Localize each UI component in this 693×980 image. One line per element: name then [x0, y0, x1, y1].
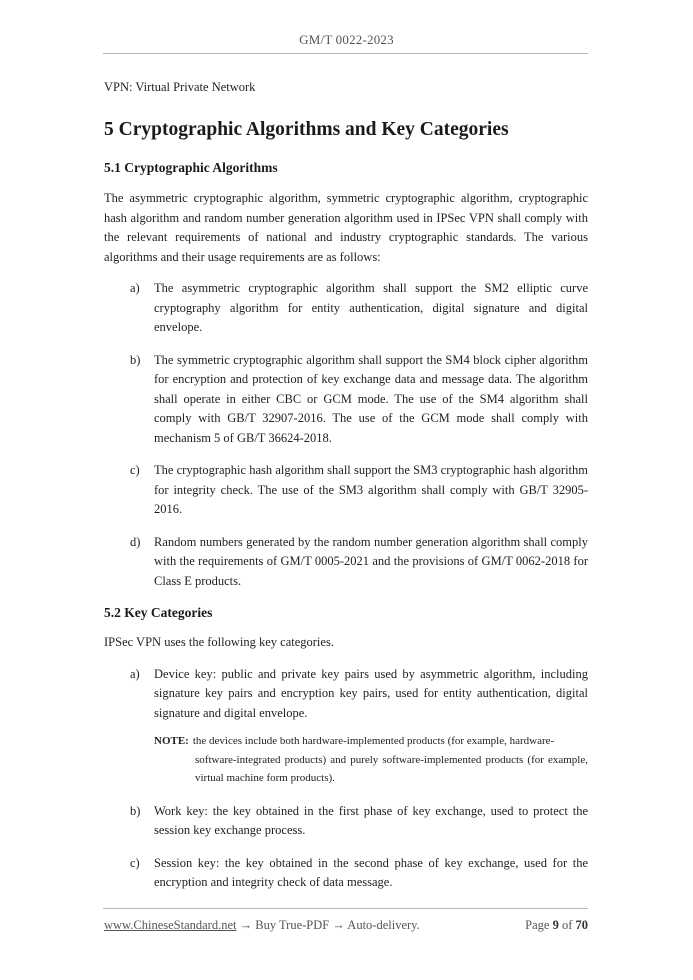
section-5-2-intro: IPSec VPN uses the following key categories.: [104, 635, 334, 649]
key-category-list: [104, 665, 588, 893]
note-text-first-line: the devices include both hardware-implemented products (for example, hardware-: [192, 735, 555, 747]
list-item-text: Session key: the key obtained in the second phase of key exchange, used for the encryption and integrity check of data message.: [154, 855, 588, 889]
algorithm-list: [104, 279, 588, 591]
list-marker: c): [130, 463, 140, 477]
footer-promo: [104, 918, 420, 933]
list-item-text: The asymmetric cryptographic algorithm shall support the SM2 elliptic curve cryptography algorithm for entity authentication, digital signature and digital envelope.: [154, 281, 588, 334]
list-item: [104, 533, 588, 592]
note-label: NOTE:: [154, 735, 189, 747]
list-marker: d): [130, 534, 141, 549]
list-item-text: The cryptographic hash algorithm shall support the SM3 cryptographic hash algorithm for integrity check. The use of the SM3 algorithm shall comply with GB/T 32905-2016.: [154, 463, 588, 516]
page-total: 70: [575, 918, 588, 932]
footer-divider: [103, 908, 588, 909]
list-item: [104, 279, 588, 338]
page-indicator: [525, 918, 588, 933]
list-item-text: Device key: public and private key pairs used by asymmetric algorithm, including signature key pairs and encryption key pairs, used for entity authentication, digital signature and digital envelope.: [154, 666, 588, 720]
chinesestandard-link[interactable]: www.ChineseStandard.net: [104, 918, 237, 932]
list-marker: b): [130, 352, 141, 367]
list-item-text: Work key: the key obtained in the first phase of key exchange, used to protect the session key exchange process.: [154, 803, 588, 837]
note-text-continuation: software-integrated products) and purely software-implemented products (for example, virtual machine form products).: [195, 753, 588, 784]
section-5-1-heading: 5.1 Cryptographic Algorithms: [104, 160, 278, 175]
list-marker: b): [130, 803, 141, 818]
section-5-1-intro: The asymmetric cryptographic algorithm, symmetric cryptographic algorithm, cryptographic hash algorithm and random number generation algorithm used in IPSec VPN shall comply with the relevant requirements of national and industry cryptographic standards. The various algorithms and their usage requirements are as follows:: [104, 191, 588, 264]
list-item-text: Random numbers generated by the random number generation algorithm shall comply with the requirements of GM/T 0005-2021 and the provisions of GM/T 0062-2018 for Class E products.: [154, 534, 588, 588]
page-footer: [104, 918, 588, 933]
section-5-heading: 5 Cryptographic Algorithms and Key Categories: [104, 119, 509, 140]
note-block: [154, 732, 588, 751]
list-marker: a): [130, 281, 140, 295]
list-item: [104, 665, 588, 724]
list-item: [104, 802, 588, 841]
header-divider: [103, 53, 588, 54]
list-item: [104, 854, 588, 893]
page-label: Page: [525, 918, 550, 932]
page-current: 9: [552, 918, 559, 932]
abbreviation-vpn: VPN: Virtual Private Network: [104, 80, 256, 94]
list-marker: a): [130, 666, 140, 681]
standard-code-header: GM/T 0022-2023: [299, 32, 394, 47]
footer-tagline: → Buy True-PDF → Auto-delivery.: [236, 918, 420, 932]
list-item: [104, 461, 588, 520]
section-5-2-heading: 5.2 Key Categories: [104, 605, 213, 620]
list-item: [104, 351, 588, 449]
page-content: [104, 78, 588, 893]
list-item-text: The symmetric cryptographic algorithm shall support the SM4 block cipher algorithm for encryption and protection of key exchange data and message data. The algorithm shall operate in either CBC or GCM mode. The use of the SM4 algorithm shall comply with GB/T 32907-2016. The use of the GCM mode shall comply with mechanism 5 of GB/T 36624-2018.: [154, 352, 588, 445]
page-of-label: of: [561, 918, 573, 932]
list-marker: c): [130, 855, 140, 870]
